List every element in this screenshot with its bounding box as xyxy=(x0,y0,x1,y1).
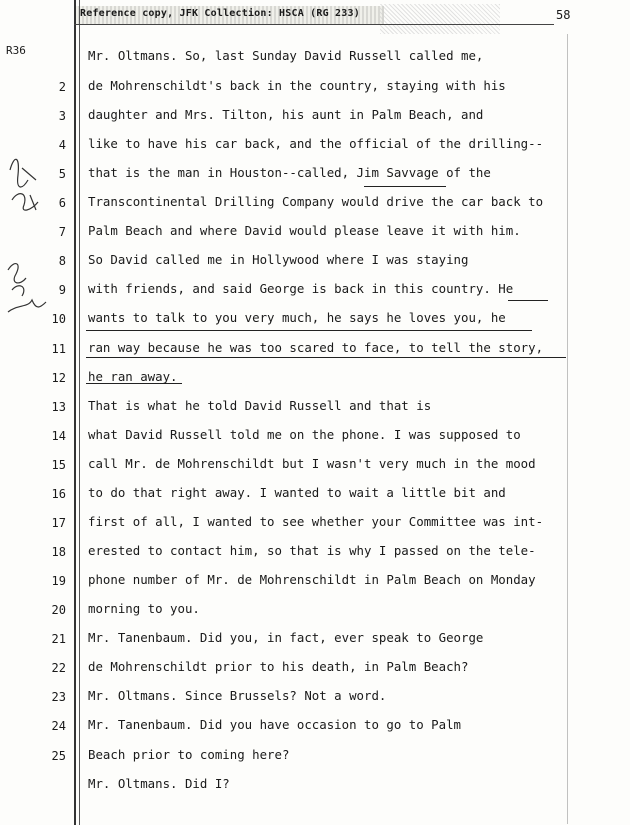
transcript-line: Mr. Tanenbaum. Did you, in fact, ever speak to George xyxy=(88,630,484,645)
transcript-line: That is what he told David Russell and that is xyxy=(88,398,432,413)
transcript-line: with friends, and said George is back in this country. He xyxy=(88,281,514,296)
line-number: 25 xyxy=(51,749,66,763)
underline-jim-savvage xyxy=(364,186,446,187)
transcript-line: that is the man in Houston--called, Jim Savvage of the xyxy=(88,165,491,180)
transcript-line: Palm Beach and where David would please leave it with him. xyxy=(88,223,521,238)
transcript-line: first of all, I wanted to see whether your Committee was int- xyxy=(88,514,544,529)
transcript-line: Mr. Oltmans. So, last Sunday David Russell called me, xyxy=(88,48,484,63)
underline-line-11 xyxy=(86,357,566,358)
transcript-line: Mr. Oltmans. Since Brussels? Not a word. xyxy=(88,688,387,703)
transcript-line: what David Russell told me on the phone. I was supposed to xyxy=(88,427,521,442)
line-number: 20 xyxy=(51,603,66,617)
line-number: 7 xyxy=(58,225,66,239)
line-number: 3 xyxy=(58,109,66,123)
underline-line-10 xyxy=(86,330,532,331)
line-number: 16 xyxy=(51,487,66,501)
margin-line xyxy=(79,0,80,825)
underline-he xyxy=(508,300,548,301)
margin-line xyxy=(74,0,76,825)
transcript-line: So David called me in Hollywood where I was staying xyxy=(88,252,469,267)
transcript-line: phone number of Mr. de Mohrenschildt in Palm Beach on Monday xyxy=(88,572,536,587)
transcript-line: ran way because he was too scared to face, to tell the story, xyxy=(88,340,544,355)
transcript-line: de Mohrenschildt prior to his death, in Palm Beach? xyxy=(88,659,469,674)
scan-noise xyxy=(380,4,500,34)
top-rule xyxy=(74,24,554,25)
line-number: 10 xyxy=(51,312,66,326)
transcript-line: to do that right away. I wanted to wait a little bit and xyxy=(88,485,506,500)
transcript-line: he ran away. xyxy=(88,369,178,384)
line-number: 8 xyxy=(58,254,66,268)
page-number: 58 xyxy=(556,8,571,22)
transcript-line: wants to talk to you very much, he says he loves you, he xyxy=(88,310,506,325)
transcript-line: Beach prior to coming here? xyxy=(88,747,290,762)
transcript-line: call Mr. de Mohrenschildt but I wasn't very much in the mood xyxy=(88,456,536,471)
right-rule xyxy=(567,34,568,824)
line-number: 11 xyxy=(51,342,66,356)
transcript-line: erested to contact him, so that is why I passed on the tele- xyxy=(88,543,536,558)
line-number: 24 xyxy=(51,719,66,733)
line-number: 9 xyxy=(58,283,66,297)
transcript-line: Mr. Oltmans. Did I? xyxy=(88,776,230,791)
transcript-line: de Mohrenschildt's back in the country, staying with his xyxy=(88,78,506,93)
line-number: 13 xyxy=(51,400,66,414)
line-number: 2 xyxy=(58,80,66,94)
line-number: 18 xyxy=(51,545,66,559)
line-number: 5 xyxy=(58,167,66,181)
line-number: 21 xyxy=(51,632,66,646)
reference-stamp: Reference copy, JFK Collection: HSCA (RG 233) xyxy=(80,8,360,19)
line-number: 22 xyxy=(51,661,66,675)
line-number: 12 xyxy=(51,371,66,385)
line-number: 23 xyxy=(51,690,66,704)
line-number: 4 xyxy=(58,138,66,152)
line-number: 15 xyxy=(51,458,66,472)
line-number: 14 xyxy=(51,429,66,443)
transcript-line: daughter and Mrs. Tilton, his aunt in Palm Beach, and xyxy=(88,107,484,122)
line-number: 6 xyxy=(58,196,66,210)
reference-code: R36 xyxy=(6,44,26,57)
transcript-line: Mr. Tanenbaum. Did you have occasion to go to Palm xyxy=(88,717,461,732)
line-number: 19 xyxy=(51,574,66,588)
transcript-line: Transcontinental Drilling Company would drive the car back to xyxy=(88,194,544,209)
line-number: 17 xyxy=(51,516,66,530)
transcript-line: like to have his car back, and the official of the drilling-- xyxy=(88,136,544,151)
transcript-line: morning to you. xyxy=(88,601,200,616)
